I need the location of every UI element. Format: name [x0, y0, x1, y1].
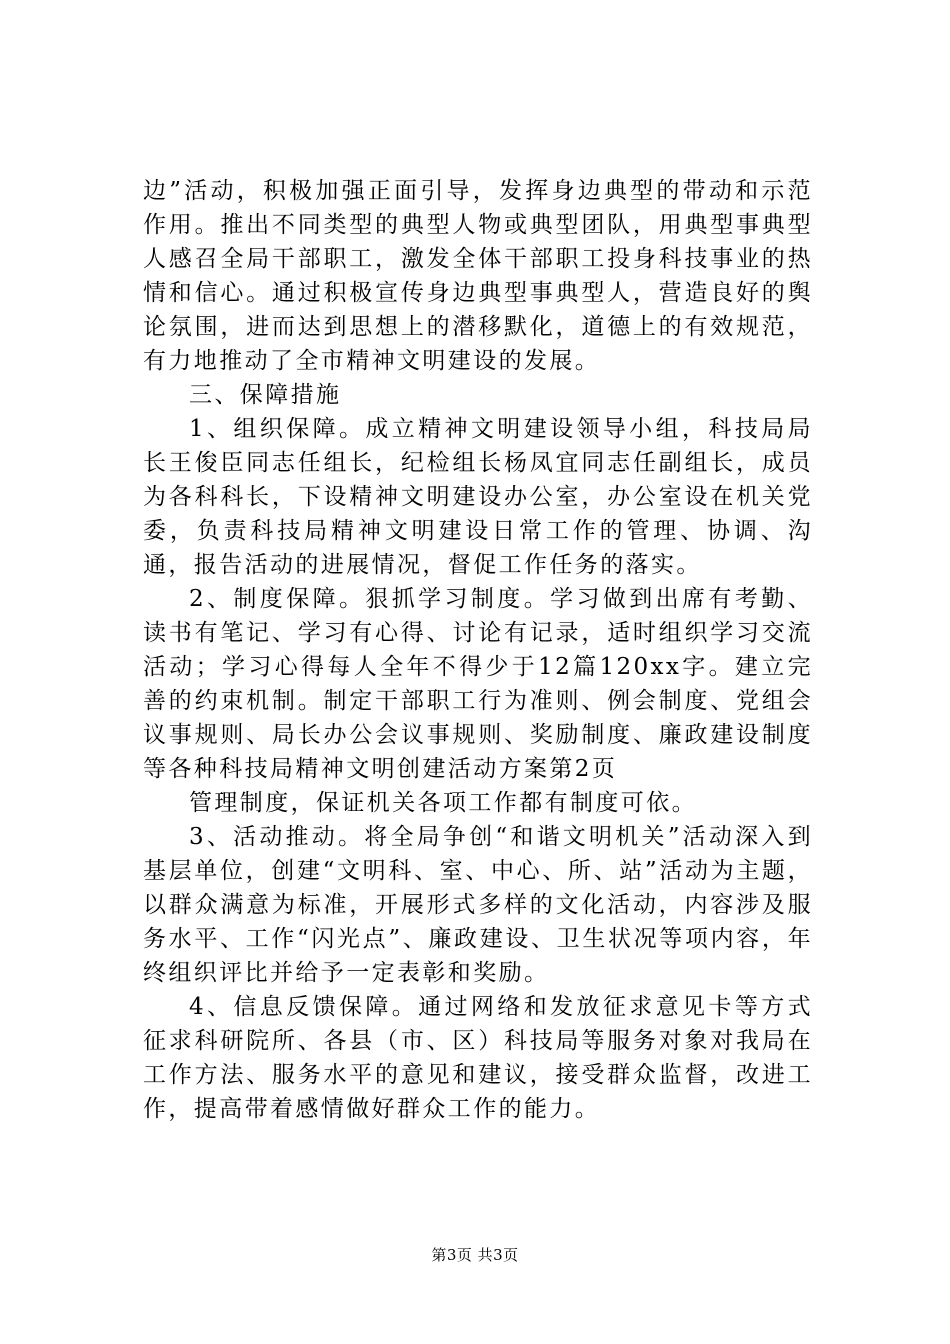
paragraph-management: 管理制度，保证机关各项工作都有制度可依。: [189, 790, 697, 816]
section-heading: 三、保障措施: [189, 382, 342, 408]
paragraph-continuation: 边”活动，积极加强正面引导，发挥身边典型的带动和示范作用。推出不同类型的典型人物或典型团队，用典型事典型人感召全局干部职工，激发全体干部职工投身科技事业的热情和信心。通过积极宣传身边典型事典型人，营造良好的舆论氛围，进而达到思想上的潜移默化，道德上的有效规范，有力地推动了全市精神文明建设的发展。: [143, 178, 813, 374]
page-footer: 第3页 共3页: [431, 1246, 519, 1264]
paragraph-organization: 1、组织保障。成立精神文明建设领导小组，科技局局长王俊臣同志任组长，纪检组长杨凤宜同志任副组长，成员为各科科长，下设精神文明建设办公室，办公室设在机关党委，负责科技局精神文明建设日常工作的管理、协调、沟通，报告活动的进展情况，督促工作任务的落实。: [143, 416, 813, 578]
paragraph-activity: 3、活动推动。将全局争创“和谐文明机关”活动深入到基层单位，创建“文明科、室、中心、所、站”活动为主题，以群众满意为标准，开展形式多样的文化活动，内容涉及服务水平、工作“闪光点”、廉政建设、卫生状况等项内容，年终组织评比并给予一定表彰和奖励。: [143, 824, 813, 986]
document-body: [143, 174, 813, 1126]
paragraph-feedback: 4、信息反馈保障。通过网络和发放征求意见卡等方式征求科研院所、各县（市、区）科技局等服务对象对我局在工作方法、服务水平的意见和建议，接受群众监督，改进工作，提高带着感情做好群众工作的能力。: [143, 994, 813, 1122]
paragraph-system: 2、制度保障。狠抓学习制度。学习做到出席有考勤、读书有笔记、学习有心得、讨论有记录，适时组织学习交流活动；学习心得每人全年不得少于12篇120xx字。建立完善的约束机制。制定干部职工行为准则、例会制度、党组会议事规则、局长办公会议事规则、奖励制度、廉政建设制度等各种科技局精神文明创建活动方案第2页: [143, 586, 813, 782]
